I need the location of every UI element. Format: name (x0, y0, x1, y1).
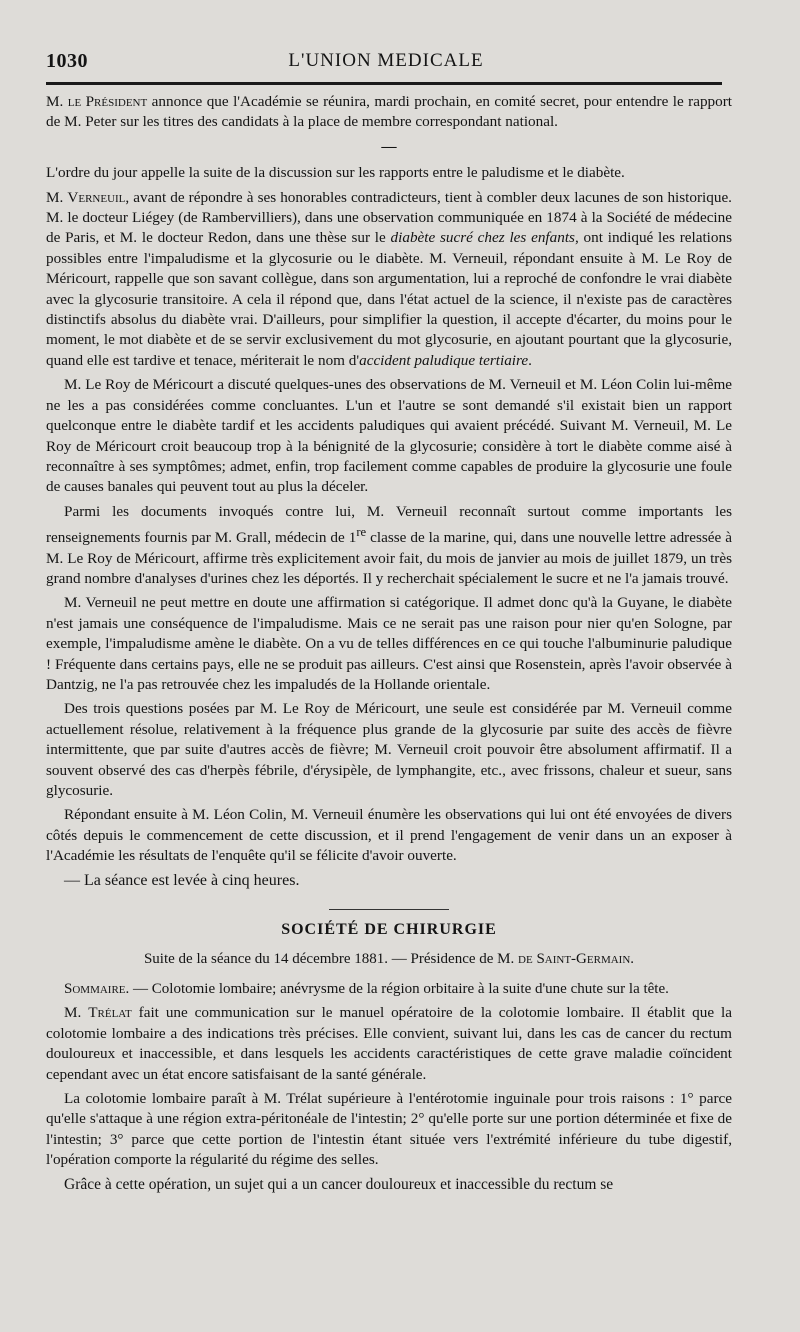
paragraph-order-of-day: L'ordre du jour appelle la suite de la discussion sur les rapports entre le paludisme et le diabète. (46, 164, 625, 182)
header-rule (46, 82, 722, 85)
section-divider (329, 909, 449, 910)
term-accident-paludique: accident paludique tertiaire (359, 351, 529, 369)
paragraph-le-roy: M. Le Roy de Méricourt a discuté quelques-unes des observations de M. Verneuil et M. Léon Colin lui-même ne les a pas considérées comme concluantes. L'un et l'autre se sont demandé s'il existait bien un rapport quelconque entre le diabète tardif et les accidents paludiques qui avaient précédé. Suivant M. Verneuil, M. Le Roy de Méricourt croit beaucoup trop à la bénignité de la glycosurie; considère à tort le diabète comme aisé à reconnaître à ses symptômes; admet, enfin, trop facilement comme capables de produire la glycosurie une foule de causes banales qui peuvent tout au plus la déceler. (46, 376, 732, 496)
thesis-title: diabète sucré chez les enfants (390, 229, 575, 247)
paragraph-text: . (528, 351, 532, 369)
section-summary (46, 979, 732, 999)
paragraph-tail: Grâce à cette opération, un sujet qui a un cancer douloureux et inaccessible du rectum se (64, 1175, 614, 1193)
paragraph-verneuil-response (46, 188, 732, 372)
page-number: 1030 (46, 50, 88, 72)
paragraph-colotomie-reasons: La colotomie lombaire paraît à M. Trélat supérieure à l'entérotomie inguinale pour trois raisons : 1° parce qu'elle s'attaque à une région extra-péritonéale de l'intestin; 2° qu'elle porte sur une portion déterminée et fixe de l'intestin; 3° parce que cette portion de l'intestin étant située vers l'extrémité inférieure du tube digestif, l'opération comporte la régularité du régime des selles. (46, 1089, 732, 1169)
paragraph-text: , ont indiqué les relations possibles entre l'impaludisme et la glycosurie ou le diabète. M. Verneuil, répondant ensuite à M. Le Roy de Méricourt, rappelle que son savant collègue, dans son argumentation, lui a reproché de confondre le vrai diabète avec la glycosurie transitoire. A cela il répond que, dans l'état actuel de la science, il n'existe pas de caractères distinctifs absolus du diabète vrai. D'ailleurs, pour simplifier la question, il accepte d'écarter, du moins pour le moment, le mot diabète et de se servir exclusivement du mot glycosurie, en ajoutant pourtant que la glycosurie, quand elle est tardive et tenace, mériterait le nom d' (46, 229, 732, 369)
speaker-trelat: Trélat (88, 1004, 132, 1022)
summary-text: — Colotomie lombaire; anévrysme de la région orbitaire à la suite d'une chute sur la tête. (129, 980, 669, 997)
section-title: SOCIÉTÉ DE CHIRURGIE (281, 921, 497, 939)
president-name: de Saint-Germain (518, 950, 631, 967)
subtitle-text: Suite de la séance du 14 décembre 1881. — Présidence de M. (143, 950, 519, 967)
subtitle-text: . (630, 950, 635, 967)
paragraph-grall (46, 502, 732, 590)
paragraph-text: M. (46, 188, 68, 206)
page-header (46, 50, 726, 78)
paragraph-text: fait une communication sur le manuel opératoire de la colotomie lombaire. Il établit que la colotomie lombaire a des indications très précises. Elle convient, suivant lui, dans les cas de cancer du rectum douloureux et inaccessible, et dans lesquels les accidents caractéristiques de cette grave maladie coïncident cependant avec un état encore satisfaisant de la santé générale. (46, 1004, 732, 1083)
speaker-president: M. le Président (46, 93, 148, 110)
article-body (46, 92, 732, 1199)
paragraph-text: M. (64, 1004, 89, 1022)
paragraph-text: Parmi les documents invoqués contre lui, M. Verneuil reconnaît surtout comme importants les renseignements fournis par M. Grall, médecin de 1 (46, 502, 732, 547)
speaker-verneuil: Verneuil (67, 188, 126, 206)
dash-separator: — (381, 137, 397, 155)
section-subtitle (46, 949, 732, 969)
paragraph-text: annonce que l'Académie se réunira, mardi prochain, en comité secret, pour entendre le rapport de M. Peter sur les titres des candidats à la place de membre correspondant national. (46, 93, 733, 131)
paragraph-trelat (46, 1003, 732, 1085)
running-head: L'UNION MEDICALE (288, 50, 484, 71)
paragraph-leon-colin: Répondant ensuite à M. Léon Colin, M. Verneuil énumère les observations qui lui ont été envoyées de divers côtés depuis le commencement de cette discussion, et il prend l'engagement de venir dans un an exposer à l'Académie les résultats de l'enquête qu'il se félicite d'avoir ouverte. (46, 806, 732, 865)
paragraph-three-questions: Des trois questions posées par M. Le Roy de Méricourt, une seule est considérée par M. Verneuil comme actuellement résolue, relativement à la fréquence plus grande de la glycosurie par suite des accès de fièvre intermittente, que par suite d'autres accès de fièvre; M. Verneuil croit pouvoir être absolument affirmatif. Il a souvent observé des cas d'herpès fébrile, d'érysipèle, de lymphangite, etc., avec frissons, chaleur et sueur, sans glycosurie. (46, 700, 732, 800)
superscript-re: re (356, 525, 367, 540)
session-closing: — La séance est levée à cinq heures. (64, 871, 300, 889)
paragraph-text: classe de la marine, qui, dans une nouvelle lettre adressée à M. Le Roy de Méricourt, affirme très explicitement avoir fait, du mois de janvier au mois de juillet 1879, un très grand nombre d'analyses d'urines chez les déportés. Il y recherchait spécialement le sucre et ne l'a jamais trouvé. (46, 529, 732, 587)
paragraph-president (46, 92, 732, 133)
summary-label: Sommaire. (64, 980, 130, 997)
paragraph-text: , avant de répondre à ses honorables contradicteurs, tient à combler deux lacunes de son historique. M. le docteur Liégey (de Rambervilliers), dans une observation communiquée en 1874 à la Société de médecine de Paris, et M. le docteur Redon, dans une thèse sur le (46, 188, 732, 247)
paragraph-guyane: M. Verneuil ne peut mettre en doute une affirmation si catégorique. Il admet donc qu'à la Guyane, le diabète n'est jamais une conséquence de l'impaludisme. Mais ce ne serait pas une raison pour nier qu'en Sologne, par exemple, l'impaludisme amène le diabète. On a vu de telles différences en ce qui touche l'albuminurie paludique ! Fréquente dans certains pays, elle ne se produit pas ailleurs. C'est ainsi que Rosenstein, après l'avoir observée à Dantzig, ne l'a pas retrouvée chez les impaludés de la Hollande orientale. (46, 594, 732, 694)
